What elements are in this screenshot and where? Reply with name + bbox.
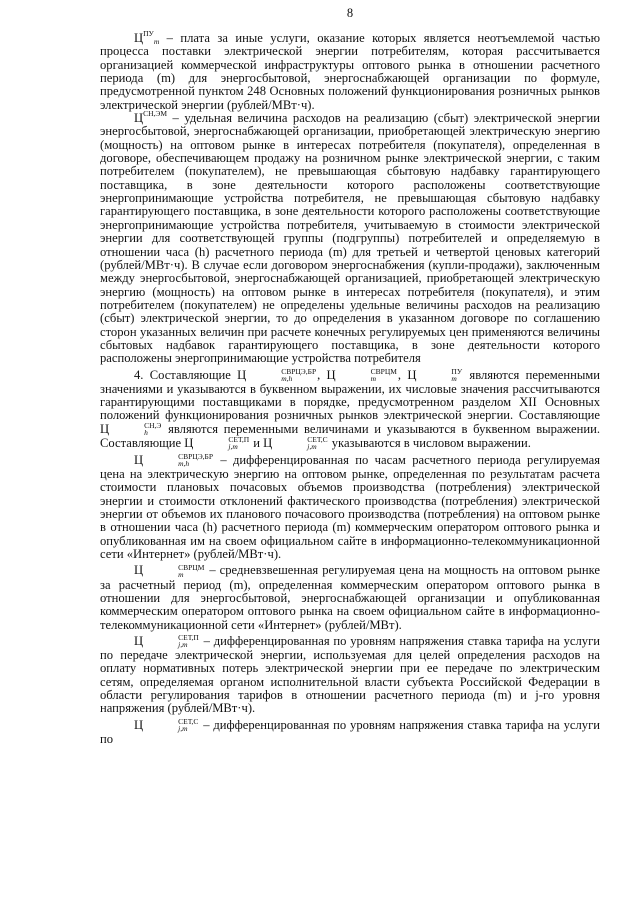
definition-paragraph <box>100 564 600 631</box>
item-number: 4. <box>134 367 144 382</box>
formula-symbol: Ц СН,Э h <box>100 420 162 437</box>
paragraph-text: – средневзвешенная регулируемая цена на мощность на оптовом рынке за расчетный период (m), определенная коммерческим оператором оптового рынка в отношении для энергосбытовой, энергоснабжающей организации и опубликованная коммерческим оператором оптового рынка на своем официальном сайте в информационно-телекоммуникационной сети «Интернет» (рублей/МВт). <box>100 563 600 632</box>
formula-symbol: $Ц^{СН,ЭМ}$ <box>134 109 168 126</box>
formula-symbol: Ц СЕТ,С j,m <box>134 716 199 733</box>
paragraph-text: – удельная величина расходов на реализацию (сбыт) электрической энергии энергосбытовой, энергоснабжающей организации, приобретающей электрическую энергию (мощность) на оптовом рынке в интересах потребителя (покупателя), определенная в договоре, обеспечивающем продажу на розничном рынке электрической энергии, с таким потребителем (покупателем), не превышающая сбытовую надбавку гарантирующего поставщика, в зоне деятельности которого расположены соответствующие энергопринимающие устройства потребителя, не превышающая сбытовую надбавку гарантирующего поставщика, в зоне деятельности которого расположены соответствующие энергопринимающие устройства потребителя, учитываемую в стоимости электрической энергии для соответствующей группы (подгруппы) потребителей и определяемую в отношении часа (h) расчетного периода (m) для третьей и четвертой ценовых категорий (рублей/МВт·ч). В случае если договором энергоснабжения (купли-продажи), заключенным между энергосбытовой, энергоснабжающей организацией, приобретающей электрическую энергию (мощность) на оптовом рынке в интересах потребителя (покупателя), и этим потребителем (покупателем) не определены удельные величины расходов на реализацию (сбыт) электрической энергии, то до определения в указанном договоре по соглашению сторон указанных величин при расчете конечных регулируемых цен применяются величины сбытовых надбавок гарантирующего поставщика, в зоне деятельности которого расположены энергопринимающие устройства потребителя <box>100 111 600 366</box>
paragraph-text: – дифференцированная по часам расчетного периода регулируемая цена на электрическую энергию на оптовом рынке, определенная по результатам расчета стоимости плановых почасовых объемов производства (потребления) электрической энергии и стоимости отклонений фактического производства (потребления) электрической энергии от объемов их планового почасового производства (потребления) на оптовом рынке в отношении часа (h) расчетного периода (m) коммерческим оператором оптового рынка и опубликованная им на своем официальном сайте в информационно-телекоммуникационной сети «Интернет» (рублей/МВт·ч). <box>100 452 600 562</box>
paragraph-text: – дифференцированная по уровням напряжения ставка тарифа на услуги по <box>100 717 600 746</box>
formula-symbol: $Ц^{ПУ}_m$ <box>134 29 160 46</box>
formula-symbol: Ц СВРЦЭ,БР m,h <box>237 366 317 383</box>
formula-symbol: Ц СЕТ,П j,m <box>134 633 199 650</box>
formula-symbol: Ц ПУ m <box>407 366 463 383</box>
definition-paragraph <box>100 29 600 112</box>
paragraph-text: – дифференцированная по уровням напряжения ставка тарифа на услуги по передаче электрической энергии, используемая для целей определения расходов на оплату нормативных потерь электрической энергии при ее передаче по электрическим сетям, определяемая органом исполнительной власти субъекта Российской Федерации в области регулирования тарифов в отношении расчетного периода (m) и j-го уровня напряжения (рублей/МВт·ч). <box>100 633 600 716</box>
definition-paragraph <box>100 635 600 716</box>
definition-paragraph <box>100 454 600 562</box>
paragraph-text: – плата за иные услуги, оказание которых является неотъемлемой частью процесса поставки электрической энергии потребителям, которая рассчитывается организацией коммерческой инфраструктуры оптового рынка в отношении расчетного периода (m) для энергосбытовой, энергоснабжающей организации по формуле, предусмотренной пунктом 248 Основных положений функционирования розничных рынков электрической энергии (рублей/МВт·ч). <box>100 31 600 112</box>
formula-symbol: Ц СЕТ,П j,m <box>184 434 250 451</box>
formula-symbol: Ц СЕТ,С j,m <box>263 434 328 451</box>
numbered-paragraph: 4. Составляющие Ц СВРЦЭ,БР m,h , Ц СВРЦМ m , Ц ПУ m являются переменными значениями и указываются в буквенном выражении, их числовые значения рассчитываются гарантирующими поставщиками в порядке, предусмотренном разделом XII Основных положений функционирования розничных рынков электрической энергии. Составляющие Ц СН,Э h являются переменными величинами и указываются в буквенном выражении. Составляющие Ц СЕТ,П j,m и Ц СЕТ,С j,m указываются в числовом выражении. <box>100 366 601 451</box>
formula-symbol: Ц СВРЦМ m <box>134 562 205 579</box>
formula-symbol: Ц СВРЦЭ,БР m,h <box>134 452 214 469</box>
page-number: 8 <box>346 6 354 20</box>
formula-symbol: Ц СВРЦМ m <box>326 366 397 383</box>
definition-paragraph <box>100 716 600 746</box>
definition-paragraph <box>100 109 600 366</box>
